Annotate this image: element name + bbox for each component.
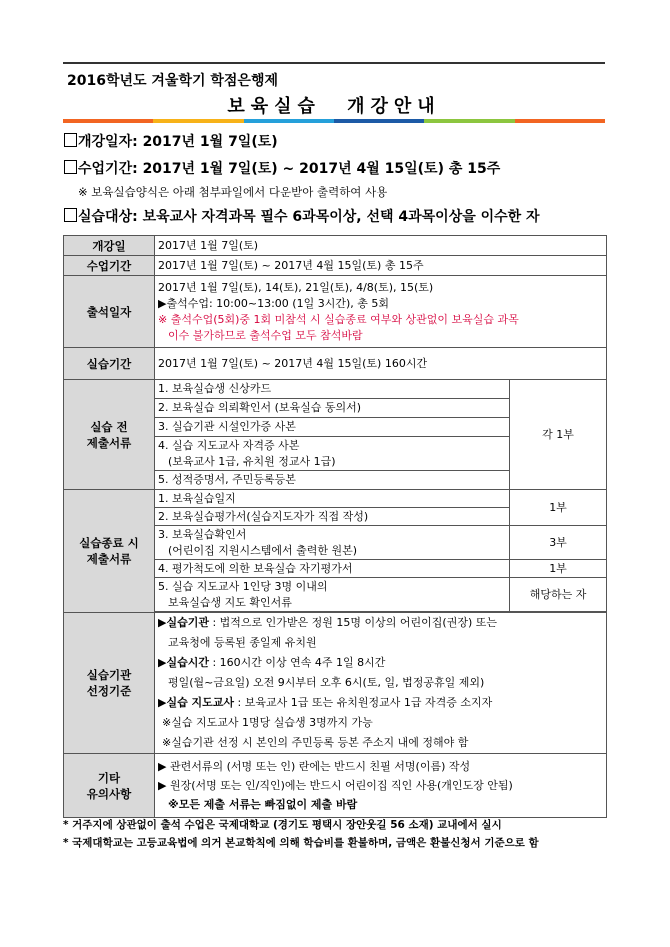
etc-item: ▶ 관련서류의 (서명 또는 인) 란에는 반드시 친필 서명(이름) 작성: [158, 760, 471, 773]
row-label: [64, 490, 155, 613]
label-line: 실습 전: [90, 419, 128, 434]
doc-count: 1부: [510, 560, 607, 578]
attend-dates: 2017년 1월 7일(토), 14(토), 21일(토), 4/8(토), 15(토): [158, 280, 434, 294]
criteria-head: ▶실습기관: [158, 616, 209, 629]
table-row: [64, 754, 607, 818]
row-label: [64, 754, 155, 818]
row-value: 2017년 1월 7일(토) ~ 2017년 4월 15일(토) 160시간: [155, 348, 607, 380]
etc-item: ※모든 제출 서류는 빠짐없이 제출 바람: [168, 798, 358, 811]
row-value: [155, 276, 607, 348]
criteria-head: ▶실습 지도교사: [158, 696, 235, 709]
doc-line: (어린이집 지원시스템에서 출력한 원본): [168, 543, 358, 557]
row-label: [64, 380, 155, 490]
checkbox-icon: [64, 208, 77, 222]
form-note: ※ 보육실습양식은 아래 첨부파일에서 다운받아 출력하여 사용: [78, 185, 388, 199]
doc-line: 5. 실습 지도교사 1인당 3명 이내의: [158, 579, 328, 593]
doc-item: 1. 보육실습생 신상카드: [155, 380, 510, 399]
page-title: 보육실습 개강안내: [227, 96, 441, 117]
label-line: 실습종료 시: [79, 536, 139, 550]
etc-cell: [155, 754, 607, 818]
target-line: [64, 206, 540, 226]
accent-segment: [334, 119, 424, 123]
open-date-text: 개강일자: 2017년 1월 7일(토): [78, 134, 278, 150]
doc-line: 4. 실습 지도교사 자격증 사본: [158, 438, 300, 452]
footer-note: * 거주지에 상관없이 출석 수업은 국제대학교 (경기도 평택시 장안웃길 56 소재) 교내에서 실시: [63, 819, 502, 831]
doc-item: 5. 성적증명서, 주민등록등본: [155, 471, 510, 490]
row-label: 실습기간: [64, 348, 155, 380]
row-value: 2017년 1월 7일(토) ~ 2017년 4월 15일(토) 총 15주: [155, 256, 607, 276]
label-line: 기타: [97, 770, 121, 785]
criteria-time-cont: 평일(월~금요일) 오전 9시부터 오후 6시(토, 일, 법정공휴일 제외): [168, 676, 485, 689]
table-row: [64, 256, 607, 276]
attend-warning-cont: 이수 불가하므로 출석수업 모두 참석바람: [168, 328, 363, 342]
criteria-text: : 보육교사 1급 또는 유치원정교사 1급 자격증 소지자: [234, 696, 493, 709]
doc-item: 1. 보육실습일지: [155, 490, 510, 508]
label-line: 선정기준: [86, 684, 132, 698]
criteria-text: : 법적으로 인가받은 정원 15명 이상의 어린이집(권장) 또는: [208, 616, 497, 629]
table-row: [64, 348, 607, 380]
footer-note: * 국제대학교는 고등교육법에 의거 본교학칙에 의해 학습비를 환불하며, 금액은 환불신청서 기준으로 함: [63, 837, 539, 849]
doc-count: 1부: [510, 490, 607, 526]
row-label: 수업기간: [64, 256, 155, 276]
target-text: 실습대상: 보육교사 자격과목 필수 6과목이상, 선택 4과목이상을 이수한 자: [78, 209, 540, 225]
accent-segment: [515, 119, 605, 123]
criteria-text: : 160시간 이상 연속 4주 1일 8시간: [208, 656, 386, 669]
criteria-institution: [158, 613, 603, 633]
period-line: [64, 158, 500, 178]
label-line: 유의사항: [86, 786, 132, 801]
criteria-note: ※실습 지도교사 1명당 실습생 3명까지 가능: [162, 716, 373, 729]
criteria-institution-cont: 교육청에 등록된 종일제 유치원: [168, 636, 317, 649]
criteria-teacher: [158, 693, 603, 713]
attend-schedule: ▶출석수업: 10:00~13:00 (1일 3시간), 총 5회: [158, 296, 389, 310]
doc-item: 2. 보육실습평가서(실습지도자가 직접 작성): [155, 508, 510, 526]
period-text: 수업기간: 2017년 1월 7일(토) ~ 2017년 4월 15일(토) 총 15주: [78, 161, 501, 177]
row-label: 출석일자: [64, 276, 155, 348]
checkbox-icon: [64, 160, 77, 174]
table-row: [64, 613, 607, 754]
label-line: 제출서류: [86, 552, 132, 566]
color-accent-bar: [63, 119, 605, 123]
doc-item: [155, 526, 510, 560]
doc-line: 보육실습생 지도 확인서류: [168, 595, 292, 609]
attend-warning: ※ 출석수업(5회)중 1회 미참석 시 실습종료 여부와 상관없이 보육실습 과목: [158, 312, 519, 326]
doc-count: 3부: [510, 526, 607, 560]
info-table: [63, 235, 607, 818]
doc-item: 3. 실습기관 시설인가증 사본: [155, 418, 510, 437]
open-date-line: [64, 131, 278, 151]
doc-item: 4. 평가척도에 의한 보육실습 자기평가서: [155, 560, 510, 578]
header-divider: [63, 62, 605, 64]
row-value: 2017년 1월 7일(토): [155, 236, 607, 256]
doc-item: [155, 437, 510, 471]
checkbox-icon: [64, 133, 77, 147]
doc-item: 2. 보육실습 의뢰확인서 (보육실습 동의서): [155, 399, 510, 418]
accent-segment: [244, 119, 334, 123]
doc-item: [155, 578, 510, 612]
accent-segment: [424, 119, 514, 123]
label-line: 실습기관: [86, 668, 132, 682]
table-row: [64, 236, 607, 256]
doc-count: 해당하는 자: [510, 578, 607, 612]
doc-line: 3. 보육실습확인서: [158, 527, 247, 541]
header-subtitle: 2016학년도 겨울학기 학점은행제: [67, 73, 279, 89]
etc-item: ▶ 원장(서명 또는 인/직인)에는 반드시 어린이집 직인 사용(개인도장 안됨): [158, 779, 513, 792]
table-row: [64, 380, 607, 399]
label-line: 제출서류: [86, 435, 132, 450]
criteria-cell: [155, 613, 607, 754]
row-label: 개강일: [64, 236, 155, 256]
table-row: [64, 276, 607, 348]
doc-count: 각 1부: [510, 380, 607, 490]
criteria-head: ▶실습시간: [158, 656, 209, 669]
accent-segment: [153, 119, 243, 123]
row-label: [64, 613, 155, 754]
criteria-note: ※실습기관 선정 시 본인의 주민등록 등본 주소지 내에 정해야 함: [162, 736, 469, 749]
accent-segment: [63, 119, 153, 123]
table-row: [64, 490, 607, 508]
criteria-time: [158, 653, 603, 673]
doc-line: (보육교사 1급, 유치원 정교사 1급): [168, 454, 336, 468]
